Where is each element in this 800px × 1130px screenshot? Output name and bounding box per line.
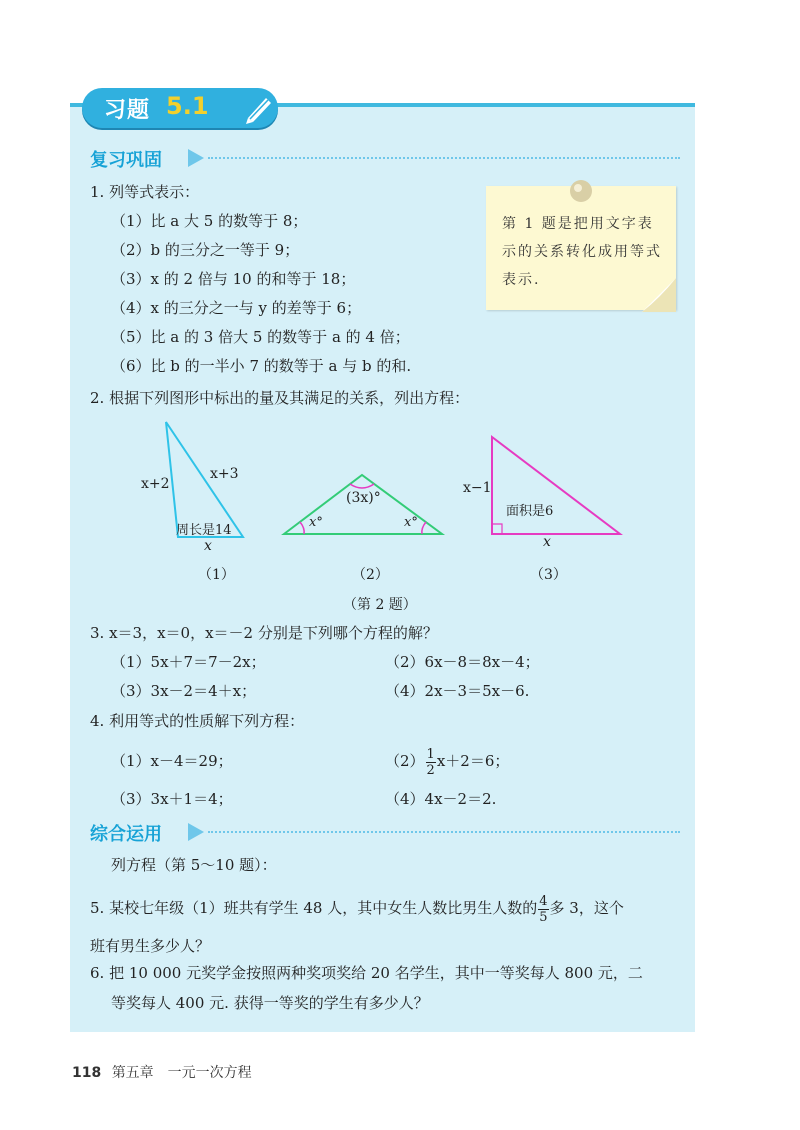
dotted-divider	[208, 157, 680, 159]
page-curl-icon	[642, 278, 676, 312]
fig1-inside-label: 周长是14	[176, 523, 232, 538]
q5-text-end: 多 3，这个	[549, 899, 624, 917]
q4-item-fraction	[385, 741, 509, 781]
exercise-title: 习题	[104, 98, 151, 123]
fig3-bottom-label: x	[543, 534, 551, 550]
fig1-right-label: x+3	[210, 466, 239, 482]
q4-stem: 4. 利用等式的性质解下列方程：	[90, 712, 305, 730]
q6-line2: 等奖每人 400 元. 获得一等奖的学生有多少人？	[111, 994, 429, 1012]
fraction-four-fifths	[538, 895, 548, 924]
fig3-caption: （3）	[530, 567, 567, 583]
section-arrow-icon	[188, 149, 204, 167]
chapter-title: 第五章 一元一次方程	[111, 1065, 252, 1081]
q3-item: （3）3x－2＝4＋x；	[111, 682, 257, 700]
section-apply	[90, 820, 680, 846]
figure-caption: （第 2 题）	[343, 597, 417, 613]
q4-item: （3）3x＋1＝4；	[111, 790, 233, 808]
q3-item: （1）5x＋7＝7－2x；	[111, 653, 266, 671]
q1-item: （1）比 a 大 5 的数等于 8；	[111, 212, 308, 230]
q3-item: （2）6x－8＝8x－4；	[385, 653, 540, 671]
q6-line1: 6. 把 10 000 元奖学金按照两种奖项奖给 20 名学生，其中一等奖每人 800 元，二	[90, 964, 643, 982]
fig3-inside-label: 面积是6	[506, 504, 554, 519]
q4-item: （4）4x－2＝2.	[385, 790, 497, 808]
q1-item: （4）x 的三分之一与 y 的差等于 6；	[111, 299, 362, 317]
section-review	[90, 146, 680, 172]
fraction-half	[426, 748, 436, 777]
section-apply-label: 综合运用	[90, 824, 162, 845]
section-review-label: 复习巩固	[90, 150, 162, 171]
q2-stem: 2. 根据下列图形中标出的量及其满足的关系，列出方程：	[90, 389, 470, 407]
fig3-left-label: x−1	[463, 480, 492, 496]
fig2-right-label: x°	[404, 515, 418, 530]
pushpin-icon	[568, 178, 594, 204]
q5-text: 5. 某校七年级（1）班共有学生 48 人，其中女生人数比男生人数的	[90, 899, 538, 917]
fig1-bottom-label: x	[204, 538, 212, 554]
q1-item: （3）x 的 2 倍与 10 的和等于 18；	[111, 270, 356, 288]
q3-stem: 3. x＝3，x＝0，x＝－2 分别是下列哪个方程的解？	[90, 624, 438, 642]
figure-3-triangle	[485, 430, 625, 540]
q5-line1	[90, 888, 624, 928]
fig1-left-label: x+2	[141, 476, 170, 492]
q1-item: （6）比 b 的一半小 7 的数等于 a 与 b 的和.	[111, 357, 412, 375]
fraction-denominator: 2	[426, 762, 435, 778]
q1-item: （2）b 的三分之一等于 9；	[111, 241, 300, 259]
fig2-top-label: (3x)°	[346, 490, 381, 506]
q1-stem: 1. 列等式表示：	[90, 183, 200, 201]
page-footer	[72, 1062, 252, 1082]
q3-item: （4）2x－3＝5x－6.	[385, 682, 530, 700]
dotted-divider	[208, 831, 680, 833]
q4-item2-suffix: x＋2＝6；	[436, 752, 510, 770]
q5-line2: 班有男生多少人？	[90, 937, 211, 955]
fraction-numerator: 1	[426, 746, 435, 762]
instruction-text: 列方程（第 5～10 题）：	[111, 856, 277, 874]
margin-note-text: 第 1 题是把用文字表示的关系转化成用等式表示.	[502, 216, 662, 288]
page-number: 118	[72, 1065, 102, 1081]
q4-item: （1）x－4＝29；	[111, 752, 233, 770]
q1-item: （5）比 a 的 3 倍大 5 的数等于 a 的 4 倍；	[111, 328, 410, 346]
exercise-number: 5.1	[166, 92, 209, 120]
fig2-caption: （2）	[352, 567, 389, 583]
fig1-caption: （1）	[198, 567, 235, 583]
section-arrow-icon	[188, 823, 204, 841]
q4-item2-prefix: （2）	[385, 752, 425, 770]
fig2-left-label: x°	[309, 515, 323, 530]
fraction-numerator: 4	[539, 893, 548, 909]
pencil-icon	[240, 90, 276, 126]
fraction-denominator: 5	[539, 909, 548, 925]
